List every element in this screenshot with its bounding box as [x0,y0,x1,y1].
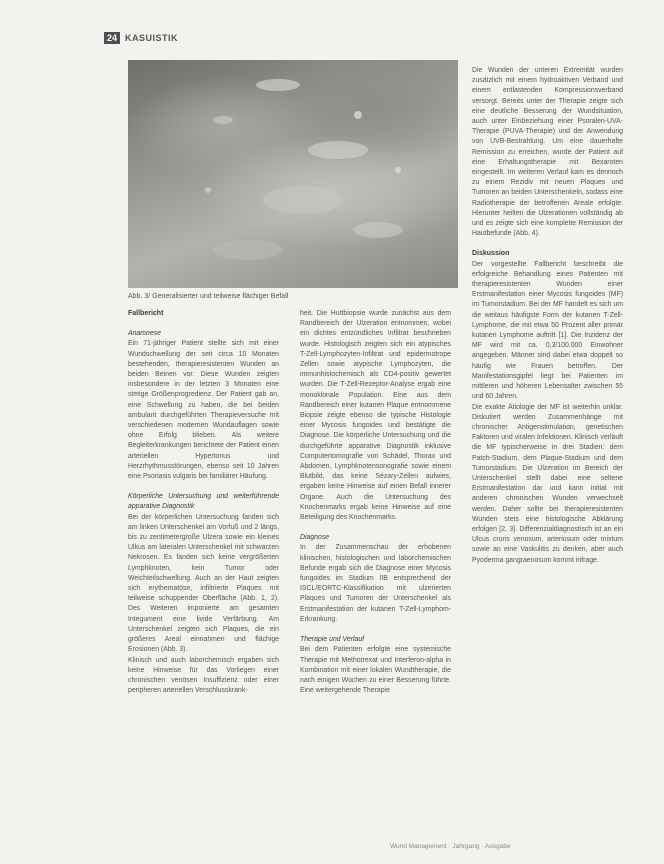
section-heading-fallbericht: Fallbericht [128,310,164,317]
page-number: 24 [104,32,120,44]
paragraph: Die exakte Ätiologie der MF ist weiterhin unklar. Diskutiert werden Zusammenhänge mit chronischer Antigenstimulation, genetischen Faktoren und viralen Infektionen. Klinisch verläuft die MF typischerweise in drei Stadien: dem Patch-Stadium, dem Plaque-Stadium und dem Tumorstadium. Die Ulzeration im Bereich der Unterschenkel stellt dabei eine seltene Erstmanifestation dar und kann initial mit anderen chronischen Wunden verwechselt werden. Daher sollte bei therapieresistenten Wunden stets eine histologische Abklärung erfolgen [2, 3]. Differenzialdiagnostisch ist an ein Ulcus cruris venosum, arteriosum oder mixtum sowie an eine Vaskulitis zu denken, aber auch Pyoderma gangraenosum kommt infrage. [472,403,623,564]
column-3 [472,66,623,566]
paragraph: Klinisch und auch laborchemisch ergaben sich keine Hinweise für das Vorliegen einer chronischen venösen Insuffizienz oder einer peripheren arteriellen Verschlusskrank- [128,656,279,695]
subheading-untersuchung: Körperliche Untersuchung und weiterführende apparative Diagnostik [128,493,279,511]
paragraph: In der Zusammenschau der erhobenen klinischen, histologischen und laborchemischen Befunde ergab sich die Diagnose einer Mycosis fungoides im Stadium IIB entsprechend der ISCL/EORTC-Klassifikation mit ulzerierten Plaques und Tumoren der Unterschenkel als Erstmanifestation der kutanen T-Zell-Lymphom-Erkrankung. [300,544,451,623]
section-heading-diskussion: Diskussion [472,250,510,258]
page-header [104,31,178,45]
skin-lesion-illustration [128,60,458,288]
paragraph: Bei dem Patienten erfolgte eine systemische Therapie mit Methotrexat und Interferon-alpha in Kombination mit einer lokalen Wundtherapie, die nach einigen Wochen zu einer Besserung führte. Eine weitergehende Therapie [300,646,451,695]
figure-caption: Abb. 3/ Generalisierter und teilweise flächiger Befall [128,293,289,300]
column-2 [300,309,451,696]
subheading-therapie: Therapie und Verlauf [300,636,365,644]
clinical-photo [128,60,458,288]
paragraph: Der vorgestellte Fallbericht beschreibt die erfolgreiche Behandlung eines Patienten mit therapieresistenten Wunden einer Erstmanifestation einer Mycosis fungoides (MF) im Tumorstadium. Bei der MF handelt es sich um die weitaus häufigste Form der kutanen T-Zell-Lymphome, die mit etwa 50 Prozent aller primär kutanen Lymphome auftritt [1]. Die Inzidenz der MF wird mit ca. 0,3/100.000 Einwohner angegeben. Männer sind dabei etwa doppelt so häufig wie Frauen betroffen. Der Manifestationsgipfel liegt bei Patienten im mittleren und höheren Lebensalter zwischen 55 und 60 Jahren. [472,260,623,401]
subheading-diagnose: Diagnose [300,534,330,542]
paragraph: Die Wunden der unteren Extremität wurden zusätzlich mit einem hydroaktiven Verband und einem entlastenden Kompressionsverband versorgt. Bereits unter der Therapie zeigte sich eine deutliche Besserung der Wundsituation, auch unter Einbeziehung einer Psoralen-UVA-Therapie (PUVA-Therapie) und der Anwendung von UVB-Bestrahlung. Um eine dauerhafte Remission zu erreichen, wurde der Patient auf eine Erhaltungstherapie mit Bexaroten eingestellt. Im weiteren Verlauf kam es dennoch zu einem Rezidiv mit neuen Plaques und Tumoren an beiden Unterschenkeln, sodass eine Radiotherapie der betroffenen Areale erfolgte. Hierunter heilten die Ulzerationen vollständig ab und es zeigte sich eine komplette Remission der Hautbefunde (Abb. 4). [472,67,623,238]
page-footer: Wund Management · Jahrgang · Ausgabe [390,843,511,850]
section-label: KASUISTIK [125,33,179,43]
paragraph: Bei der körperlichen Untersuchung fanden sich am linken Unterschenkel am Vorfuß und 2 längs, bis zu zentimetergroße Ulzera sowie ein kleines Ulkus am lateralen Unterschenkel mit schwarzen Nekrosen. Es fanden sich keine vergrößerten Lymphknoten, kein Tumor oder Weichteilschwellung. Auch an der Haut zeigten sich erythematöse, infiltrierte Plaques mit teilweise schuppender Oberfläche (Abb. 1, 2). Des Weiteren imponierte am gesamten Integument eine livide Verfärbung. Am Unterschenkel zeigten sich Plaques, die ein größeres Areal einnahmen und flächige Erosionen (Abb. 3). [128,513,279,654]
subheading-anamnese: Anamnese [128,330,161,338]
column-1 [128,309,279,696]
paragraph: heit. Die Huttbiopsie wurde zunächst aus dem Randbereich der Ulzeration entnommen, wobei ein dichtes entzündliches Infiltrat beschrieben wurde. Histologisch zeigten sich ein atypisches T-Zell-Lymphozyten-Infiltrat und epidermotrope Zellen sowie atypische Lymphozyten, die immunhistochemisch als CD4-positiv gewertet wurden. Die T-Zell-Rezeptor-Analyse ergab eine monoklonale Population. Eine aus dem Randbereich einer kutanen Plaque entnommene Biopsie zeigte ebenso die typische Histologie einer Mycosis fungoides und bestätigte die Diagnose. Die körperliche Untersuchung und die durchgeführte apparative Diagnostik inklusive Computertomografie von Schädel, Thorax und Abdomen, Lymphknotensonografie sowie einem Blutbild, das keine Sézary-Zellen aufwies, ergaben keine Hinweise auf einen Befall innerer Organe. Auch die Untersuchung des Knochenmarks ergab keine Hinweise auf eine Beteiligung des Knochenmarks. [300,310,451,522]
paragraph: Ein 71-jähriger Patient stellte sich mit einer Wundschwellung der seit circa 10 Monaten bestehenden, therapieresistenten Wunden an beiden Beinen vor. Diese Wunden zeigten insbesondere in der letzten 3 Monaten eine stetige Größenprogredienz. Der Patient gab an, eine Schwellung zu haben, die bei beiden ambulant durchgeführten Therapieversuche mit verschiedenen modernen Wundauflagen sowie ohne Erfolg blieben. Als weitere Begleiterkrankungen berichtete der Patient einen arteriellen Hypertonus und Herzrhythmusstörungen, ebenso seit 10 Jahren eine Psoriasis vulgaris bei familiärer Häufung. [128,340,279,481]
